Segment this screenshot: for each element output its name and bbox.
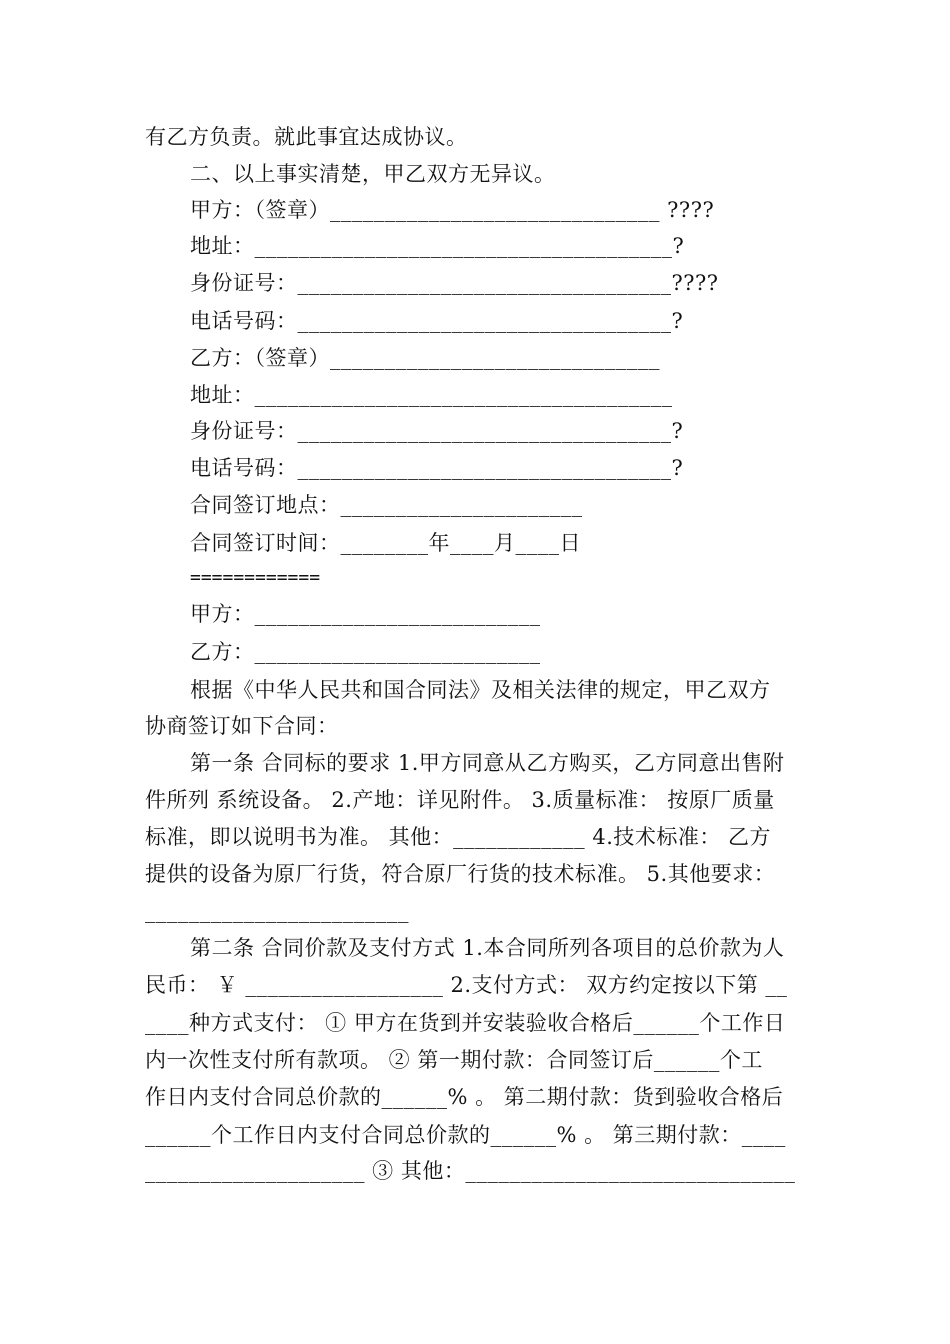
party-a-signature-line: 甲方：（签章）______________________________ ???? bbox=[190, 198, 715, 222]
paragraph-line: ____种方式支付： ① 甲方在货到并安装验收合格后______个工作日 bbox=[145, 1011, 786, 1035]
contract-date-line: 合同签订时间：________年____月____日 bbox=[190, 531, 581, 555]
paragraph-line: 标准，即以说明书为准。 其他：____________ 4.技术标准： 乙方 bbox=[145, 825, 772, 849]
party-a-id-line: 身份证号：__________________________________???? bbox=[190, 271, 719, 295]
separator-line: ============ bbox=[190, 567, 321, 588]
article-two-line: 第二条 合同价款及支付方式 1.本合同所列各项目的总价款为人 bbox=[190, 936, 785, 960]
party-a-line: 甲方：__________________________ bbox=[190, 602, 541, 626]
party-a-phone-line: 电话号码：__________________________________? bbox=[190, 309, 684, 333]
article-one-line: 第一条 合同标的要求 1.甲方同意从乙方购买，乙方同意出售附 bbox=[190, 751, 785, 775]
paragraph-line: 协商签订如下合同： bbox=[145, 714, 339, 738]
paragraph-line: 根据《中华人民共和国合同法》及相关法律的规定，甲乙双方 bbox=[190, 678, 771, 702]
paragraph-line: 提供的设备为原厂行货，符合原厂行货的技术标准。 5.其他要求： bbox=[145, 862, 776, 886]
paragraph-line: 二、以上事实清楚，甲乙双方无异议。 bbox=[190, 162, 556, 186]
paragraph-line: 有乙方负责。就此事宜达成协议。 bbox=[145, 125, 468, 149]
party-b-signature-line: 乙方：（签章）______________________________ bbox=[190, 346, 660, 370]
party-b-id-line: 身份证号：__________________________________? bbox=[190, 419, 684, 443]
paragraph-line: 民币： ￥ __________________ 2.支付方式： 双方约定按以下第 __ bbox=[145, 973, 788, 997]
party-a-address-line: 地址：______________________________________? bbox=[190, 234, 685, 258]
contract-place-line: 合同签订地点：______________________ bbox=[190, 493, 583, 517]
paragraph-line: 内一次性支付所有款项。 ② 第一期付款：合同签订后______个工 bbox=[145, 1048, 763, 1072]
paragraph-line: ______个工作日内支付合同总价款的______% 。 第三期付款：____ bbox=[145, 1123, 786, 1147]
paragraph-line: 件所列 系统设备。 2.产地：详见附件。 3.质量标准： 按原厂质量 bbox=[145, 788, 775, 812]
blank-line: ________________________ bbox=[145, 899, 409, 923]
party-b-address-line: 地址：______________________________________ bbox=[190, 383, 673, 407]
party-b-line: 乙方：__________________________ bbox=[190, 640, 541, 664]
party-b-phone-line: 电话号码：__________________________________? bbox=[190, 456, 684, 480]
paragraph-line: 作日内支付合同总价款的______% 。 第二期付款：货到验收合格后 bbox=[145, 1085, 784, 1109]
paragraph-line: ____________________ ③ 其他：______________________________ bbox=[145, 1159, 796, 1183]
